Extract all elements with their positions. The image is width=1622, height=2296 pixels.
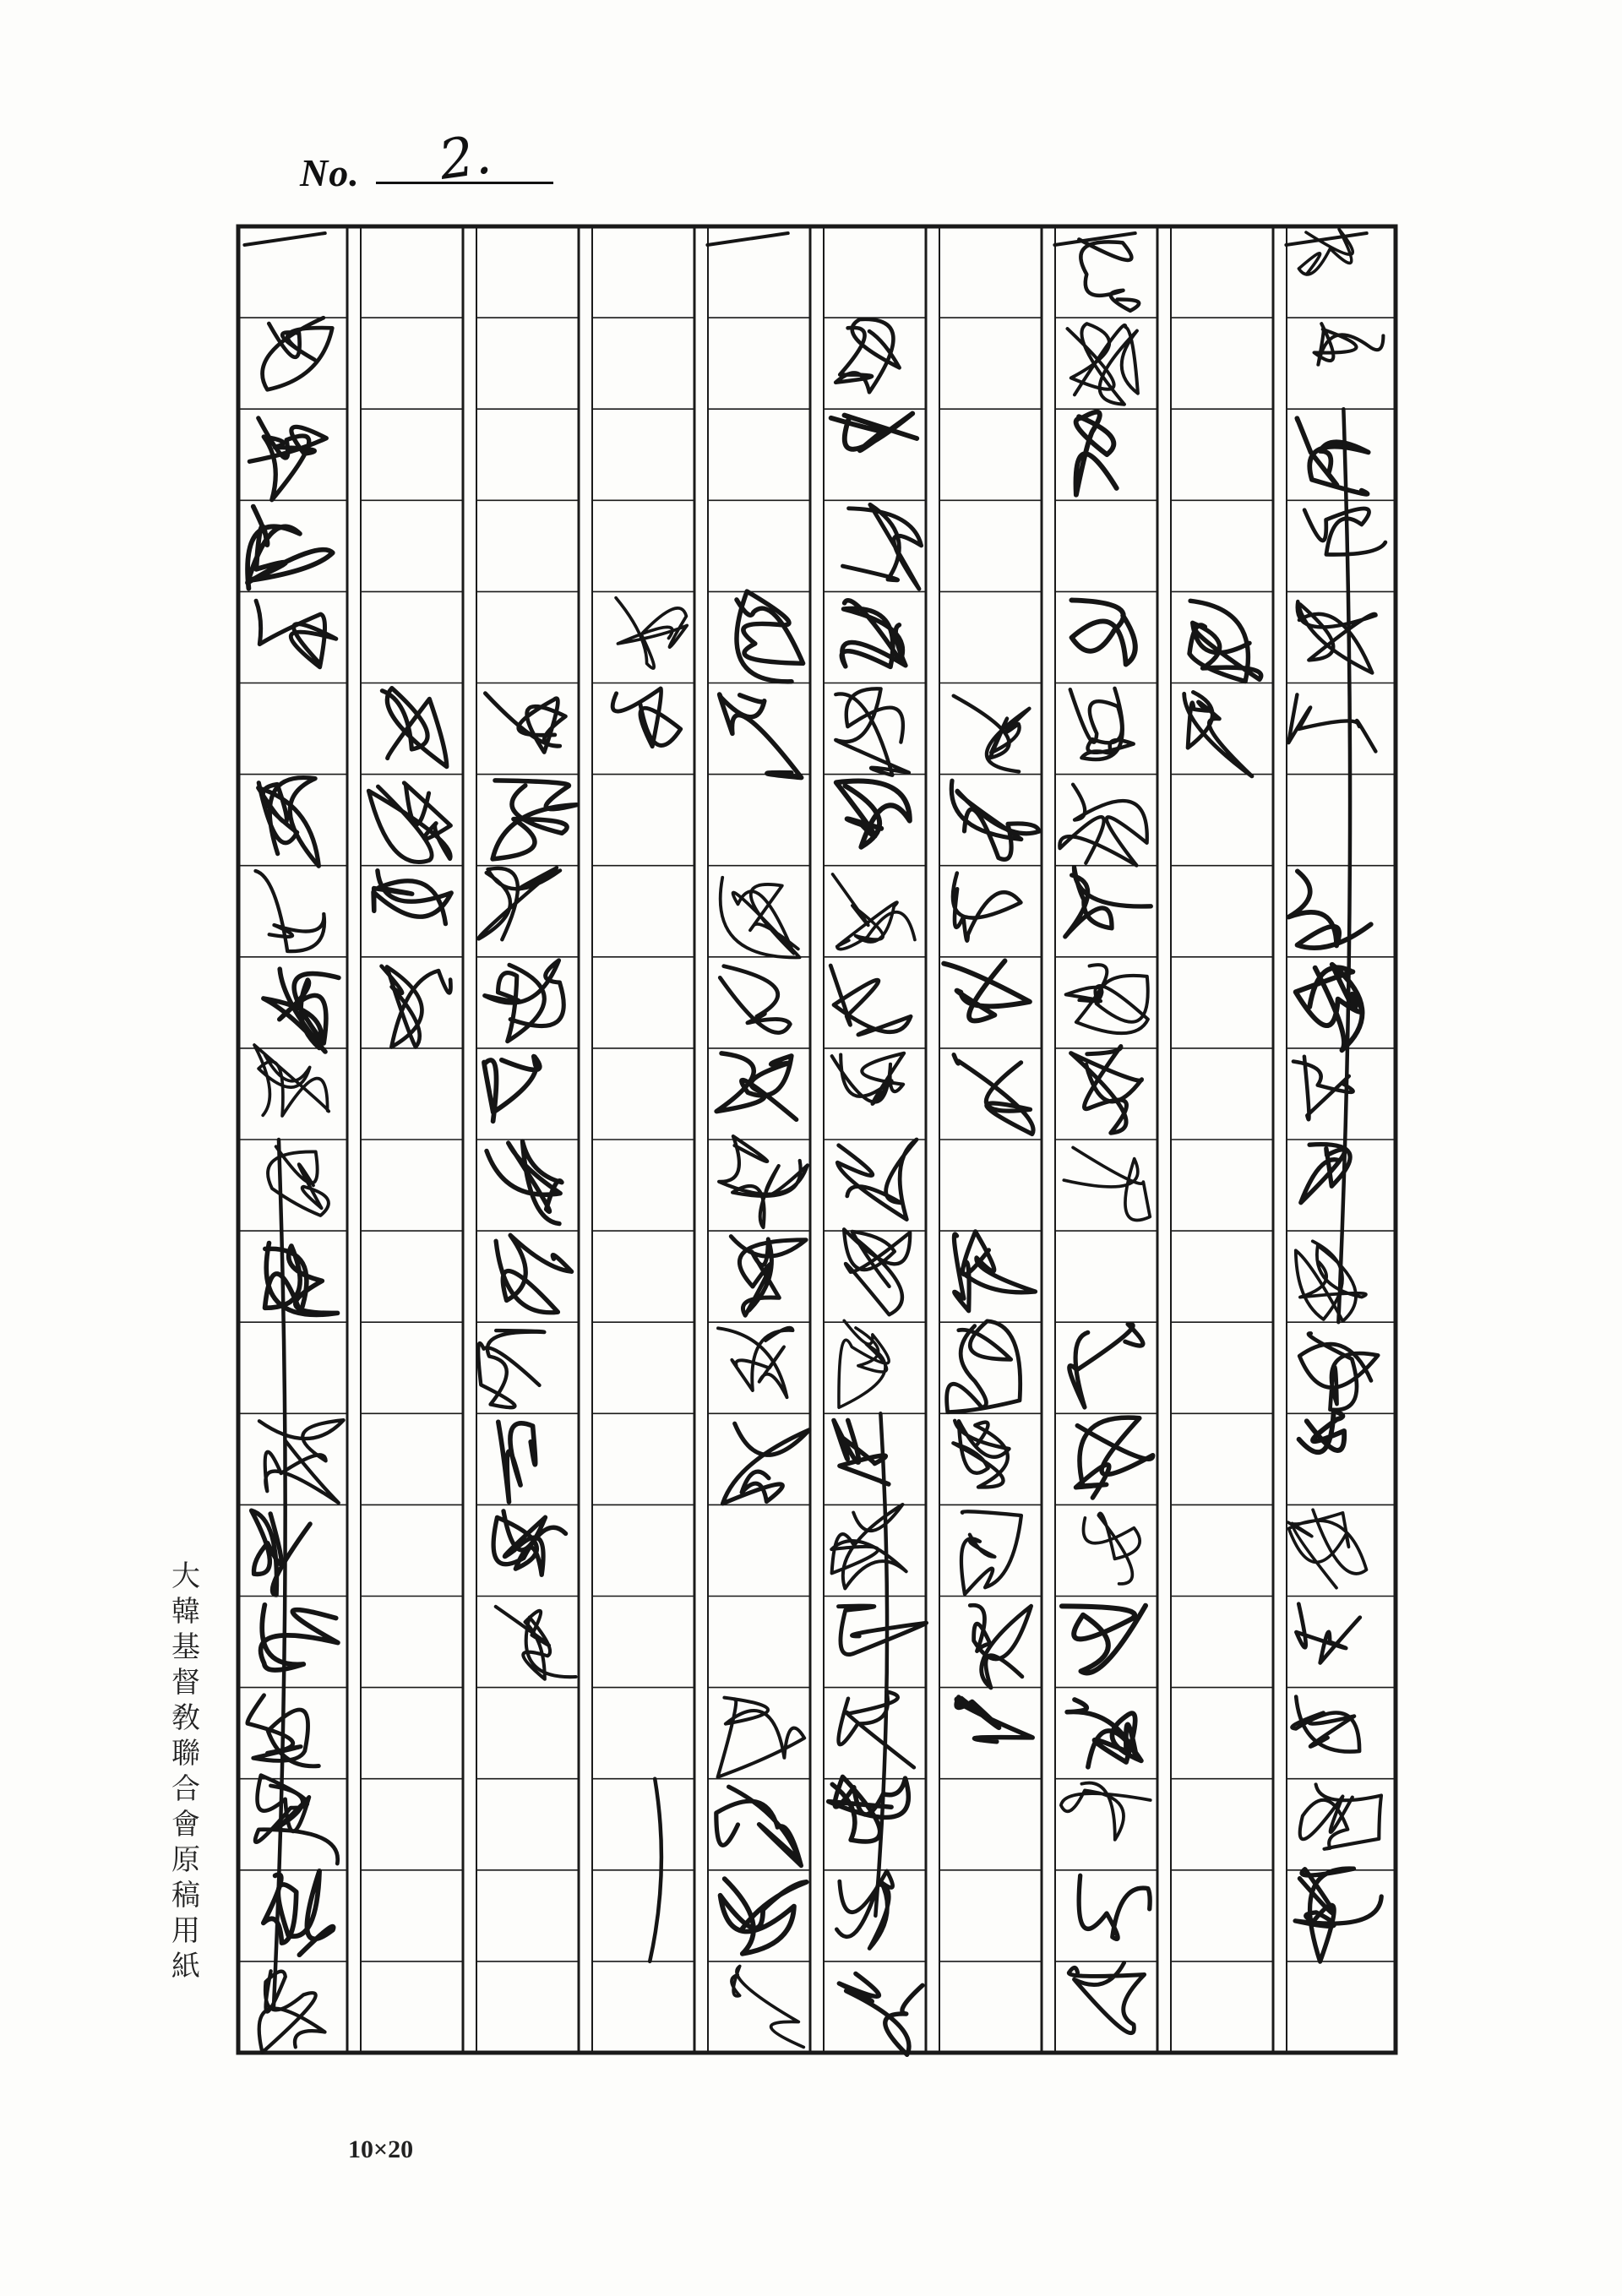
- handwritten-character: [1068, 324, 1138, 405]
- handwritten-character: [1299, 1333, 1378, 1410]
- handwritten-character: [839, 1973, 923, 2054]
- handwritten-character: [612, 688, 681, 747]
- handwritten-character: [839, 1692, 914, 1768]
- handwritten-character: [1079, 239, 1139, 311]
- handwritten-character: [1288, 694, 1375, 751]
- handwritten-character: [382, 688, 446, 767]
- handwritten-character: [248, 507, 333, 589]
- handwritten-character: [1295, 1869, 1381, 1961]
- handwritten-character: [478, 868, 560, 939]
- handwritten-dash: [707, 233, 787, 245]
- handwritten-character: [382, 966, 451, 1047]
- handwritten-character: [493, 781, 576, 859]
- handwritten-character: [716, 1053, 797, 1119]
- handwritten-character: [256, 601, 336, 667]
- handwritten-character: [836, 781, 910, 847]
- handwritten-character: [954, 696, 1030, 772]
- handwritten-character: [832, 1053, 904, 1104]
- handwritten-character: [249, 418, 326, 500]
- handwritten-character: [954, 1055, 1033, 1134]
- handwritten-character: [1061, 1783, 1151, 1840]
- handwritten-character: [720, 966, 790, 1033]
- handwritten-character: [732, 1967, 803, 2048]
- handwritten-character: [485, 694, 565, 753]
- handwritten-character: [264, 969, 339, 1052]
- handwritten-character: [1300, 1784, 1381, 1848]
- handwritten-character: [1292, 1697, 1359, 1752]
- handwritten-character: [954, 1232, 1035, 1311]
- handwritten-character: [1069, 1963, 1144, 2033]
- handwritten-character: [944, 961, 1030, 1021]
- handwritten-character: [1296, 1604, 1359, 1663]
- handwritten-character: [264, 1871, 334, 1955]
- handwritten-character: [835, 688, 909, 775]
- handwritten-character: [837, 1140, 917, 1220]
- handwritten-character: [956, 1697, 1032, 1742]
- page-number-label: No.: [300, 151, 360, 194]
- handwritten-character: [1299, 1411, 1345, 1452]
- handwritten-character: [1059, 785, 1146, 866]
- handwritten-character: [719, 1136, 808, 1227]
- handwritten-character: [259, 1420, 344, 1503]
- handwritten-character: [1314, 324, 1384, 364]
- handwritten-character: [835, 319, 899, 392]
- handwritten-character: [1296, 965, 1363, 1050]
- handwritten-character: [498, 1422, 536, 1502]
- paper-brand-title: 大韓基督敎聯合會原稿用紙: [171, 1559, 200, 1983]
- handwritten-character: [1065, 868, 1151, 937]
- handwritten-character: [1066, 965, 1148, 1033]
- handwritten-character: [487, 1141, 562, 1224]
- handwriting-strokes: [244, 229, 1385, 2054]
- handwritten-character: [252, 1510, 311, 1595]
- handwritten-character: [716, 1787, 802, 1865]
- handwritten-character: [839, 1320, 889, 1407]
- handwritten-character: [841, 601, 906, 667]
- handwritten-character: [721, 1879, 807, 1954]
- handwritten-character: [616, 598, 687, 668]
- handwritten-character: [844, 1229, 910, 1314]
- handwritten-character: [831, 1504, 906, 1589]
- handwritten-character: [1189, 601, 1261, 681]
- handwritten-character: [268, 1146, 329, 1216]
- handwritten-character: [831, 414, 917, 451]
- handwritten-character: [1288, 1510, 1367, 1587]
- handwritten-character: [1297, 418, 1368, 494]
- handwritten-character: [720, 694, 802, 778]
- handwritten-character: [259, 1971, 325, 2052]
- handwritten-character: [951, 781, 1039, 859]
- handwritten-character: [1083, 1513, 1140, 1584]
- handwritten-character: [261, 1605, 338, 1670]
- handwritten-character: [843, 504, 922, 589]
- handwritten-character: [493, 1511, 565, 1575]
- handwritten-character: [953, 873, 1021, 941]
- handwritten-character: [484, 1057, 540, 1122]
- handwritten-character: [970, 1605, 1031, 1688]
- handwritten-character: [1184, 692, 1252, 776]
- handwritten-character: [953, 1421, 1009, 1488]
- handwritten-character: [839, 1606, 927, 1655]
- handwritten-character: [373, 871, 451, 924]
- handwritten-character: [1071, 601, 1135, 665]
- handwritten-character: [830, 966, 911, 1035]
- handwritten-character: [1079, 1875, 1150, 1939]
- handwritten-character: [836, 1871, 892, 1949]
- page-number-value: 2.: [435, 123, 495, 193]
- handwritten-character: [1067, 1700, 1141, 1767]
- handwritten-character: [1064, 1147, 1150, 1220]
- handwritten-character: [1296, 1241, 1366, 1321]
- handwritten-character: [496, 1235, 572, 1312]
- handwritten-character: [1076, 1417, 1153, 1498]
- handwritten-character: [833, 874, 915, 949]
- handwritten-character: [478, 1330, 544, 1407]
- handwritten-character: [1062, 1606, 1146, 1673]
- handwritten-character: [718, 1698, 805, 1777]
- handwritten-character: [1070, 688, 1134, 759]
- grid-size-label: 10×20: [348, 2135, 414, 2163]
- handwritten-character: [485, 960, 564, 1042]
- handwritten-character: [496, 1607, 576, 1679]
- handwritten-character: [254, 1045, 329, 1116]
- handwritten-character: [1298, 601, 1376, 673]
- handwritten-character: [256, 871, 324, 951]
- handwritten-character: [723, 1423, 809, 1504]
- handwritten-character: [731, 1237, 806, 1316]
- handwritten-character: [368, 783, 450, 862]
- handwritten-character: [259, 778, 319, 867]
- handwritten-character: [947, 1321, 1021, 1412]
- handwritten-character: [721, 878, 800, 958]
- handwritten-character: [737, 591, 803, 682]
- handwritten-character: [961, 1511, 1021, 1594]
- handwritten-character: [1288, 871, 1370, 948]
- handwritten-character: [1071, 1047, 1142, 1134]
- handwritten-character: [263, 318, 333, 389]
- handwritten-character: [718, 1328, 793, 1397]
- handwritten-character: [1070, 1324, 1143, 1407]
- handwritten-character: [265, 1243, 338, 1315]
- handwritten-character: [829, 1776, 909, 1842]
- handwritten-dash: [244, 233, 324, 245]
- handwritten-character: [255, 1776, 338, 1864]
- handwritten-character: [1076, 412, 1117, 495]
